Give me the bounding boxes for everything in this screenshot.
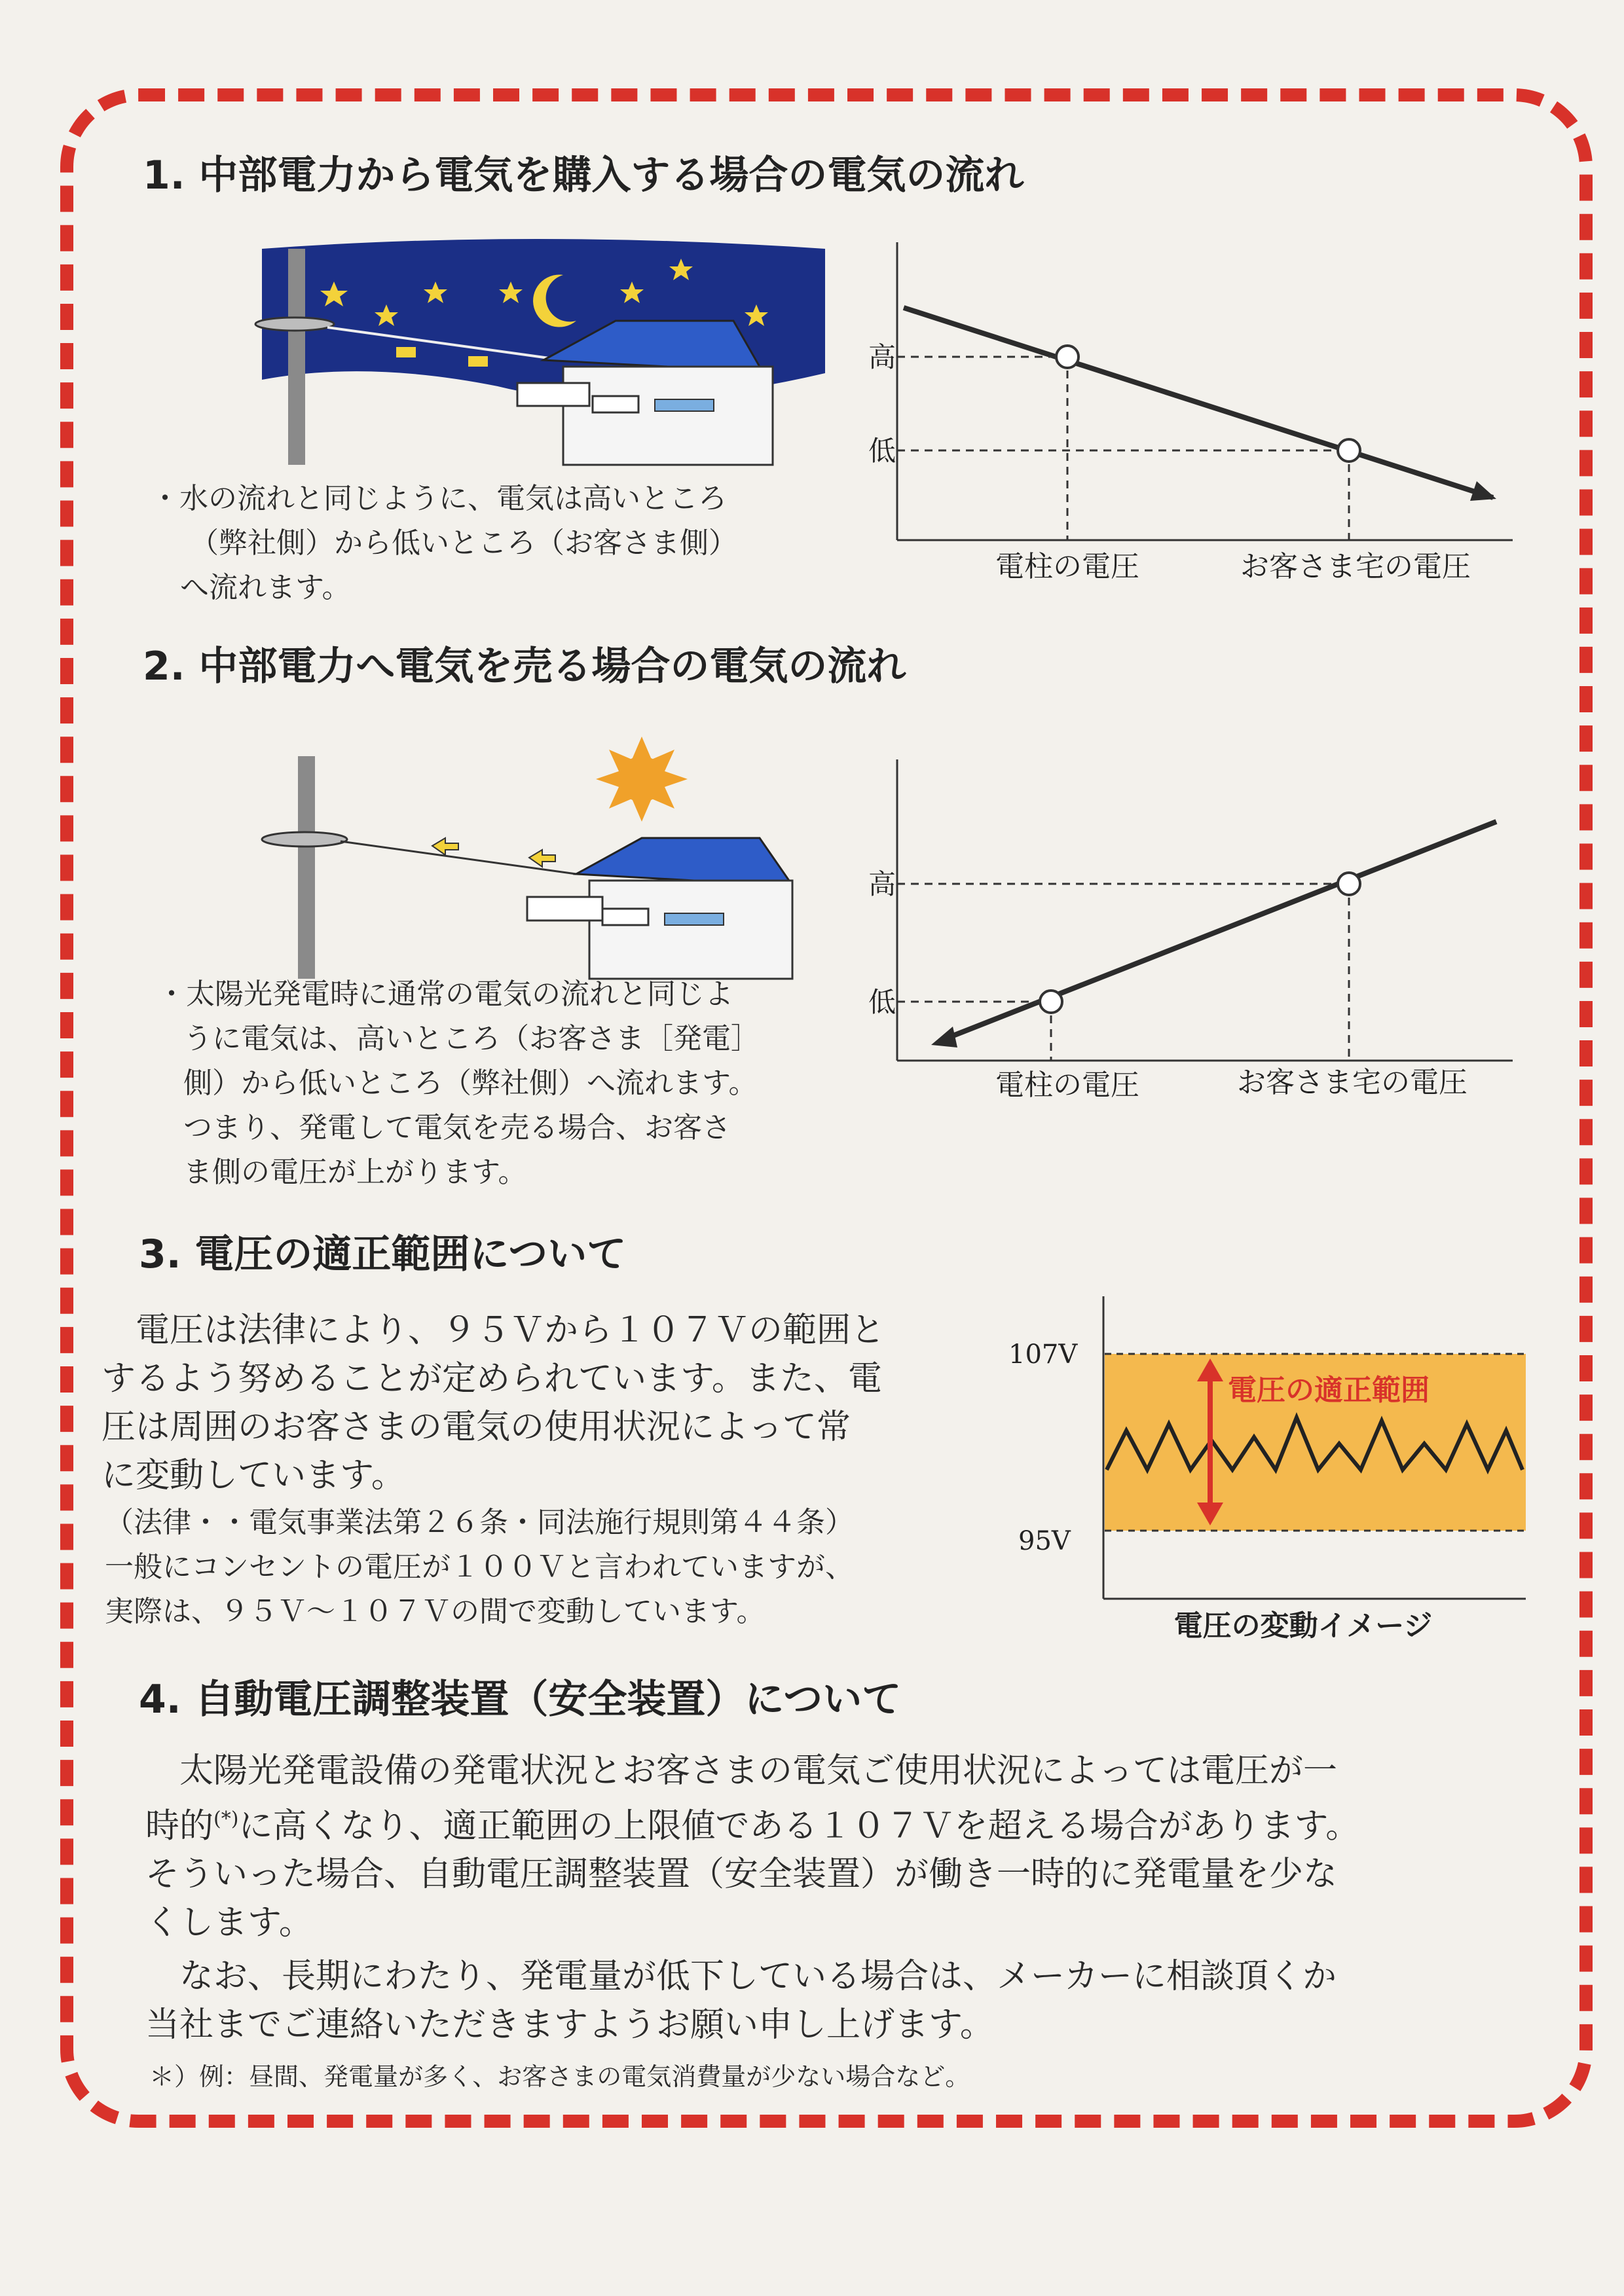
footnote: ＊）例：昼間、発電量が多く、お客さまの電気消費量が少ない場合など。: [149, 2062, 970, 2091]
section-2-heading: 2. 中部電力へ電気を売る場合の電気の流れ: [143, 644, 906, 689]
section-3-heading: 3. 電圧の適正範囲について: [139, 1231, 627, 1277]
bullet-line: 側）から低いところ（弊社側）へ流れます。: [183, 1066, 758, 1100]
para-line: 当社までご連絡いただきますようお願い申し上げます。: [145, 2005, 994, 2045]
range-label: 電圧の適正範囲: [1228, 1374, 1430, 1407]
para-line: そういった場合、自動電圧調整装置（安全装置）が働き一時的に発電量を少な: [145, 1855, 1338, 1895]
voltage-chart-purchase: [851, 236, 1526, 589]
para-line: 太陽光発電設備の発電状況とお客さまの電気ご使用状況によっては電圧が一: [179, 1751, 1338, 1791]
para-line: くします。: [145, 1903, 313, 1943]
para-line: 圧は周囲のお客さまの電気の使用状況によって常: [101, 1408, 851, 1447]
y-label-high: 高: [868, 868, 896, 900]
section-4-paragraph-2: [145, 1952, 1521, 2049]
lower-limit-label: 95V: [1018, 1526, 1071, 1556]
para-text: に高くなり、適正範囲の上限値である１０７Ｖを超える場合があります。: [238, 1806, 1360, 1846]
y-label-low: 低: [868, 986, 896, 1018]
night-illustration: [236, 236, 825, 471]
x-label-house: お客さま宅の電圧: [1237, 1066, 1467, 1099]
section-4-heading: 4. 自動電圧調整装置（安全装置）について: [139, 1677, 902, 1722]
bullet-line: ・太陽光発電時に通常の電気の流れと同じよ: [157, 977, 733, 1011]
para-line: なお、長期にわたり、発電量が低下している場合は、メーカーに相談頂くか: [179, 1957, 1337, 1996]
note-line: 一般にコンセントの電圧が１００Ｖと言われていますが、: [105, 1550, 854, 1584]
bullet-line: （弊社側）から低いところ（お客さま側）: [190, 526, 737, 560]
x-label-house: お客さま宅の電圧: [1240, 550, 1471, 583]
voltage-chart-selling: [851, 753, 1526, 1106]
y-label-low: 低: [868, 435, 896, 467]
para-line: 電圧は法律により、９５Ｖから１０７Ｖの範囲と: [136, 1311, 885, 1350]
para-line: [145, 1795, 1521, 1850]
bullet-line: へ流れます。: [180, 571, 351, 604]
section-4-paragraph-1: [145, 1747, 1521, 1947]
note-line: 実際は、９５Ｖ～１０７Ｖの間で変動しています。: [105, 1595, 766, 1628]
section-1-bullet: [151, 477, 737, 610]
bullet-line: うに電気は、高いところ（お客さま［発電］: [183, 1022, 760, 1055]
upper-limit-label: 107V: [1008, 1339, 1078, 1370]
chart-caption: 電圧の変動イメージ: [1173, 1609, 1433, 1643]
x-label-pole: 電柱の電圧: [995, 550, 1139, 583]
para-text: 時的: [145, 1806, 214, 1846]
x-label-pole: 電柱の電圧: [995, 1068, 1139, 1102]
para-line: に変動しています。: [101, 1456, 405, 1495]
section-3-law-note: [105, 1501, 854, 1634]
para-line: するよう努めることが定められています。また、電: [101, 1359, 882, 1398]
voltage-range-chart: [1002, 1290, 1539, 1656]
section-2-bullet: [157, 972, 760, 1195]
bullet-line: ま側の電圧が上がります。: [183, 1156, 527, 1189]
section-3-paragraph: [101, 1306, 885, 1500]
footnote-marker: (*): [213, 1808, 239, 1831]
section-1-heading: 1. 中部電力から電気を購入する場合の電気の流れ: [143, 153, 1024, 198]
y-label-high: 高: [868, 341, 896, 373]
bullet-line: ・水の流れと同じように、電気は高いところ: [151, 482, 727, 515]
law-reference: （法律・・電気事業法第２６条・同法施行規則第４４条）: [105, 1506, 854, 1539]
bullet-line: つまり、発電して電気を売る場合、お客さ: [183, 1111, 731, 1144]
sunny-illustration: [236, 733, 825, 982]
